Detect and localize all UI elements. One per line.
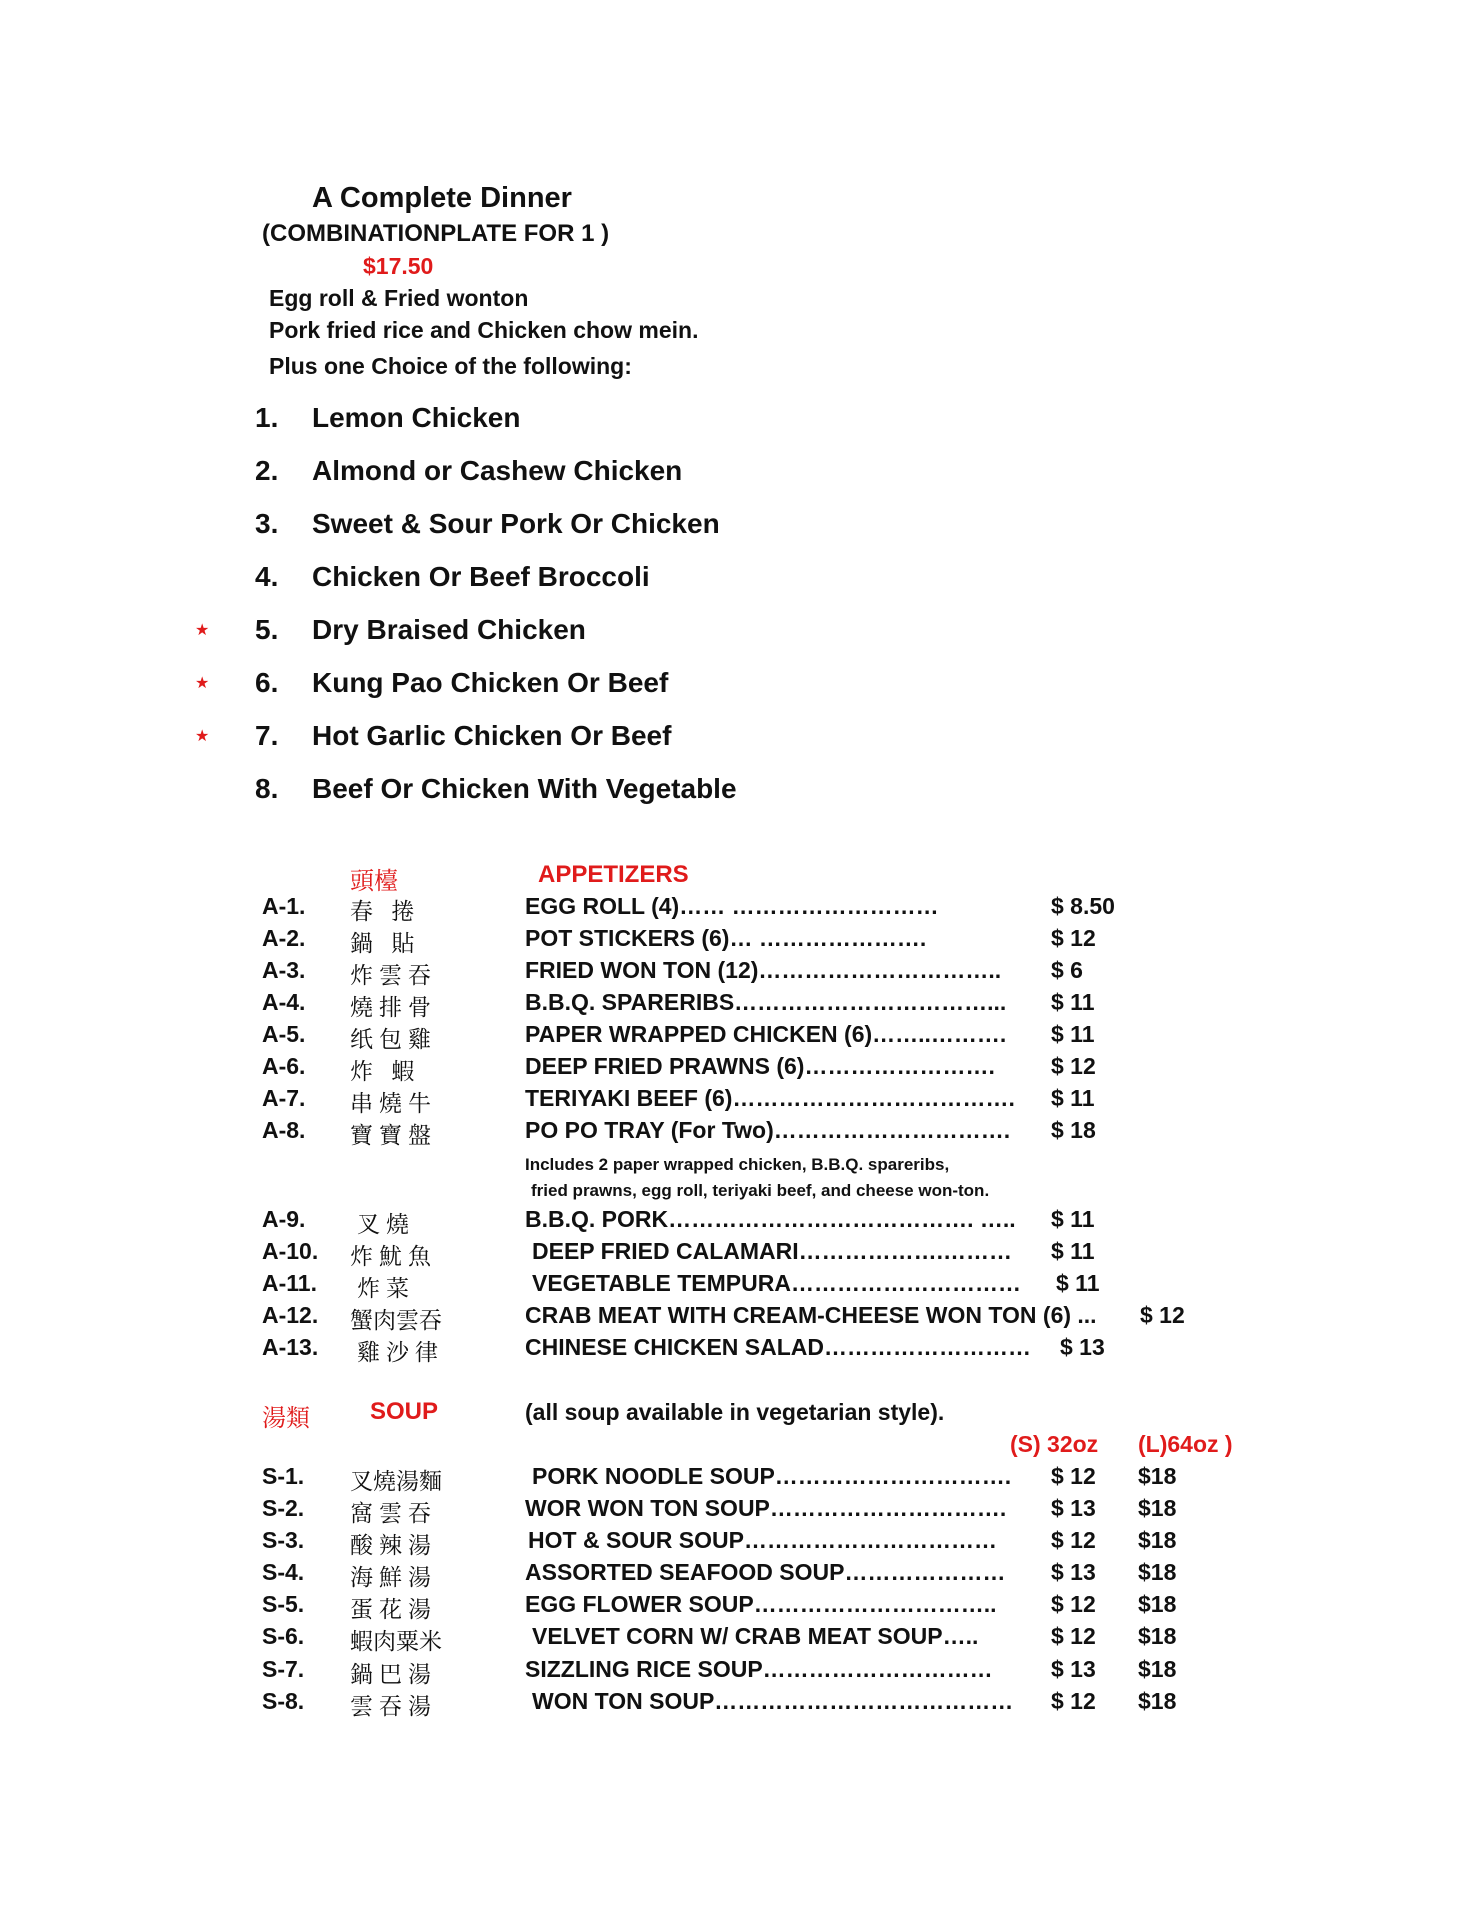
item-code: A-1. bbox=[262, 893, 306, 919]
item-name-cn: 叉燒 bbox=[357, 1211, 415, 1237]
menu-row bbox=[0, 1238, 1484, 1268]
po-po-tray-note-1: Includes 2 paper wrapped chicken, B.B.Q. spareribs, bbox=[525, 1155, 950, 1174]
po-po-tray-note-2: fried prawns, egg roll, teriyaki beef, and cheese won-ton. bbox=[531, 1181, 990, 1200]
menu-row bbox=[0, 1527, 1484, 1557]
item-name-cn: 燒排骨 bbox=[350, 994, 437, 1020]
item-name-cn: 寶寶盤 bbox=[350, 1122, 437, 1148]
item-code: S-8. bbox=[262, 1688, 305, 1714]
item-name: PAPER WRAPPED CHICKEN (6)……..………. bbox=[525, 1021, 1007, 1047]
soup-heading-cn: 湯類 bbox=[262, 1405, 310, 1432]
choice-name: Lemon Chicken bbox=[312, 402, 521, 433]
price-small: $ 13 bbox=[1051, 1559, 1096, 1585]
item-price: $ 11 bbox=[1051, 1238, 1095, 1264]
item-name-cn: 窩雲吞 bbox=[350, 1500, 437, 1526]
item-price: $ 6 bbox=[1051, 957, 1083, 983]
menu-row bbox=[0, 1085, 1484, 1115]
appetizers-heading-cn: 頭檯 bbox=[350, 868, 398, 895]
item-code: A-5. bbox=[262, 1021, 306, 1047]
item-price: $ 12 bbox=[1051, 1053, 1096, 1079]
item-price: $ 11 bbox=[1051, 989, 1095, 1015]
combo-line-3: Plus one Choice of the following: bbox=[269, 353, 632, 379]
price-large: $18 bbox=[1138, 1559, 1177, 1585]
menu-row bbox=[0, 989, 1484, 1019]
choice-item bbox=[0, 402, 900, 436]
item-price: $ 11 bbox=[1056, 1270, 1100, 1296]
price-large: $18 bbox=[1138, 1688, 1177, 1714]
choice-item bbox=[0, 773, 900, 807]
combo-line-2: Pork fried rice and Chicken chow mein. bbox=[269, 317, 699, 343]
price-large: $18 bbox=[1138, 1527, 1177, 1553]
spicy-star-icon: ★ bbox=[195, 728, 210, 745]
item-code: A-7. bbox=[262, 1085, 306, 1111]
item-name-cn: 蝦肉粟米 bbox=[350, 1628, 442, 1654]
item-name-cn: 蟹肉雲吞 bbox=[350, 1307, 442, 1333]
combo-subtitle: (COMBINATIONPLATE FOR 1 ) bbox=[262, 220, 610, 247]
item-code: S-3. bbox=[262, 1527, 305, 1553]
price-large: $18 bbox=[1138, 1591, 1177, 1617]
price-small: $ 12 bbox=[1051, 1623, 1096, 1649]
spicy-star-icon: ★ bbox=[195, 622, 210, 639]
menu-row bbox=[0, 893, 1484, 923]
item-price: $ 13 bbox=[1060, 1334, 1105, 1360]
item-name-cn: 蛋花湯 bbox=[350, 1596, 437, 1622]
choice-number: 7. bbox=[255, 720, 279, 751]
item-name-cn: 鍋 貼 bbox=[350, 930, 421, 956]
item-price: $ 11 bbox=[1051, 1021, 1095, 1047]
item-name: VEGETABLE TEMPURA………………………… bbox=[532, 1270, 1021, 1296]
combo-title: A Complete Dinner bbox=[312, 182, 572, 214]
choice-name: Almond or Cashew Chicken bbox=[312, 455, 683, 486]
menu-row bbox=[0, 1021, 1484, 1051]
appetizers-heading: APPETIZERS bbox=[538, 861, 689, 888]
item-name-cn: 海鮮湯 bbox=[350, 1564, 437, 1590]
choice-number: 6. bbox=[255, 667, 279, 698]
item-code: A-13. bbox=[262, 1334, 319, 1360]
combo-line-1: Egg roll & Fried wonton bbox=[269, 285, 529, 311]
choice-item bbox=[0, 508, 900, 542]
choice-number: 1. bbox=[255, 402, 279, 433]
item-code: A-9. bbox=[262, 1206, 306, 1232]
item-name: EGG FLOWER SOUP………………………….. bbox=[525, 1591, 997, 1617]
item-price: $ 18 bbox=[1051, 1117, 1096, 1143]
menu-row bbox=[0, 1559, 1484, 1589]
choice-name: Kung Pao Chicken Or Beef bbox=[312, 667, 669, 698]
item-name: SIZZLING RICE SOUP………………………… bbox=[525, 1656, 993, 1682]
item-code: A-3. bbox=[262, 957, 306, 983]
item-name: PO PO TRAY (For Two)…………………………. bbox=[525, 1117, 1011, 1143]
menu-row bbox=[0, 1495, 1484, 1525]
menu-row bbox=[0, 1270, 1484, 1300]
item-code: A-10. bbox=[262, 1238, 319, 1264]
item-name: B.B.Q. SPARERIBS……………………………... bbox=[525, 989, 1007, 1015]
item-price: $ 8.50 bbox=[1051, 893, 1115, 919]
menu-row bbox=[0, 1302, 1484, 1332]
menu-row bbox=[0, 1591, 1484, 1621]
soup-note: (all soup available in vegetarian style). bbox=[525, 1399, 945, 1425]
item-code: A-2. bbox=[262, 925, 306, 951]
price-small: $ 12 bbox=[1051, 1688, 1096, 1714]
price-large: $18 bbox=[1138, 1656, 1177, 1682]
menu-row bbox=[0, 957, 1484, 987]
item-code: A-12. bbox=[262, 1302, 319, 1328]
item-name: VELVET CORN W/ CRAB MEAT SOUP….. bbox=[532, 1623, 979, 1649]
item-code: S-4. bbox=[262, 1559, 305, 1585]
item-price: $ 12 bbox=[1140, 1302, 1185, 1328]
choice-number: 8. bbox=[255, 773, 279, 804]
item-price: $ 11 bbox=[1051, 1206, 1095, 1232]
item-name: HOT & SOUR SOUP…………………………… bbox=[528, 1527, 997, 1553]
item-name-cn: 炸雲吞 bbox=[350, 962, 437, 988]
item-name: CHINESE CHICKEN SALAD……………………… bbox=[525, 1334, 1032, 1360]
item-name: DEEP FRIED PRAWNS (6)……………………. bbox=[525, 1053, 995, 1079]
price-small: $ 13 bbox=[1051, 1656, 1096, 1682]
combo-price: $17.50 bbox=[363, 253, 434, 279]
item-name-cn: 炸菜 bbox=[357, 1275, 415, 1301]
item-name-cn: 雲吞湯 bbox=[350, 1693, 437, 1719]
choice-name: Beef Or Chicken With Vegetable bbox=[312, 773, 737, 804]
size-large-label: (L)64oz ) bbox=[1138, 1431, 1233, 1457]
choice-name: Dry Braised Chicken bbox=[312, 614, 586, 645]
choice-name: Hot Garlic Chicken Or Beef bbox=[312, 720, 672, 751]
item-name: WOR WON TON SOUP…………………………. bbox=[525, 1495, 1007, 1521]
item-code: A-8. bbox=[262, 1117, 306, 1143]
choice-name: Chicken Or Beef Broccoli bbox=[312, 561, 650, 592]
size-small-label: (S) 32oz bbox=[1010, 1431, 1099, 1457]
item-name-cn: 鍋巴湯 bbox=[350, 1661, 437, 1687]
item-code: A-6. bbox=[262, 1053, 306, 1079]
item-price: $ 12 bbox=[1051, 925, 1096, 951]
item-name: TERIYAKI BEEF (6)………………………………. bbox=[525, 1085, 1015, 1111]
item-name: CRAB MEAT WITH CREAM-CHEESE WON TON (6) ... bbox=[525, 1302, 1097, 1328]
item-name-cn: 雞沙律 bbox=[357, 1339, 444, 1365]
choice-item bbox=[0, 455, 900, 489]
item-name: POT STICKERS (6)… …………………. bbox=[525, 925, 927, 951]
soup-heading: SOUP bbox=[370, 1398, 439, 1425]
choice-item bbox=[0, 561, 900, 595]
menu-row bbox=[0, 1053, 1484, 1083]
item-name: ASSORTED SEAFOOD SOUP………………… bbox=[525, 1559, 1006, 1585]
item-code: S-7. bbox=[262, 1656, 305, 1682]
menu-row bbox=[0, 1334, 1484, 1364]
price-small: $ 12 bbox=[1051, 1527, 1096, 1553]
price-large: $18 bbox=[1138, 1463, 1177, 1489]
item-code: S-1. bbox=[262, 1463, 305, 1489]
menu-row bbox=[0, 1463, 1484, 1493]
menu-row bbox=[0, 1117, 1484, 1147]
item-name: PORK NOODLE SOUP…………………………. bbox=[532, 1463, 1012, 1489]
item-name: B.B.Q. PORK…………………………………. ….. bbox=[525, 1206, 1016, 1232]
item-name-cn: 串燒牛 bbox=[350, 1090, 437, 1116]
item-code: S-5. bbox=[262, 1591, 305, 1617]
price-small: $ 12 bbox=[1051, 1463, 1096, 1489]
choice-item bbox=[0, 667, 900, 701]
choice-number: 5. bbox=[255, 614, 279, 645]
menu-row bbox=[0, 1623, 1484, 1653]
menu-row bbox=[0, 1656, 1484, 1686]
item-name-cn: 酸辣湯 bbox=[350, 1532, 437, 1558]
item-code: A-11. bbox=[262, 1270, 317, 1296]
spicy-star-icon: ★ bbox=[195, 675, 210, 692]
choice-number: 3. bbox=[255, 508, 279, 539]
choice-number: 4. bbox=[255, 561, 279, 592]
item-name: FRIED WON TON (12)………………………….. bbox=[525, 957, 1002, 983]
menu-row bbox=[0, 925, 1484, 955]
choice-number: 2. bbox=[255, 455, 279, 486]
choice-item bbox=[0, 614, 900, 648]
menu-row bbox=[0, 1206, 1484, 1236]
item-name-cn: 叉燒湯麵 bbox=[350, 1468, 442, 1494]
choice-item bbox=[0, 720, 900, 754]
price-small: $ 12 bbox=[1051, 1591, 1096, 1617]
item-name: DEEP FRIED CALAMARI……………….……… bbox=[532, 1238, 1013, 1264]
item-name-cn: 炸 蝦 bbox=[350, 1058, 421, 1084]
item-name: WON TON SOUP………………………………… bbox=[532, 1688, 1014, 1714]
price-small: $ 13 bbox=[1051, 1495, 1096, 1521]
item-name-cn: 春 捲 bbox=[350, 898, 421, 924]
choice-name: Sweet & Sour Pork Or Chicken bbox=[312, 508, 720, 539]
item-code: S-2. bbox=[262, 1495, 305, 1521]
item-price: $ 11 bbox=[1051, 1085, 1095, 1111]
item-name: EGG ROLL (4)…… ……………………… bbox=[525, 893, 939, 919]
menu-row bbox=[0, 1688, 1484, 1718]
item-name-cn: 纸包雞 bbox=[350, 1026, 437, 1052]
item-code: A-4. bbox=[262, 989, 306, 1015]
price-large: $18 bbox=[1138, 1623, 1177, 1649]
item-name-cn: 炸魷魚 bbox=[350, 1243, 437, 1269]
price-large: $18 bbox=[1138, 1495, 1177, 1521]
item-code: S-6. bbox=[262, 1623, 305, 1649]
